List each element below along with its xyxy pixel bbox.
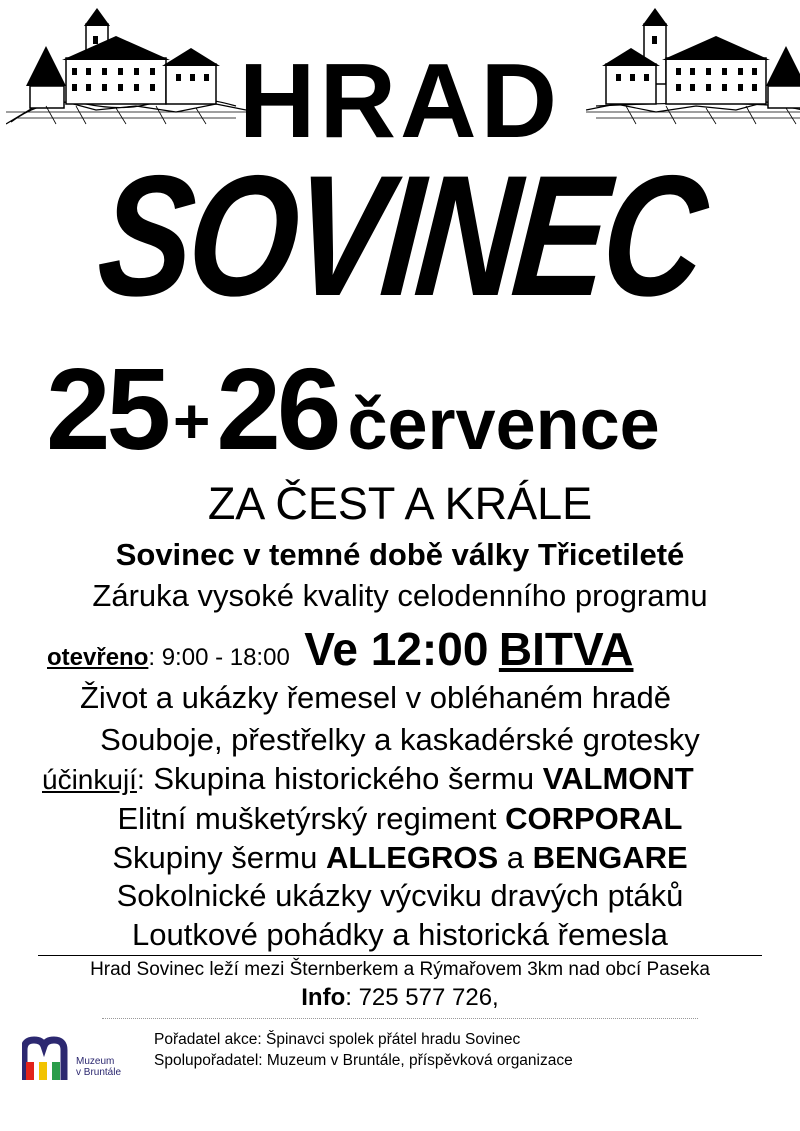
date-month: července [347,385,660,465]
program-line-6: Sokolnické ukázky výcviku dravých ptáků [116,878,684,913]
program-line-1: Život a ukázky řemesel v obléhaném hradě [80,680,672,715]
museum-logo [22,1036,152,1086]
date-day-1: 25 [46,344,168,474]
program-line-7: Loutkové pohádky a historická řemesla [132,917,668,952]
organizer: Pořadatel akce: Špinavci spolek přátel hradu Sovinec [154,1031,521,1048]
line5-text: Skupiny šermu [112,840,326,875]
event-quality: Záruka vysoké kvality celodenního programu [92,578,708,613]
location-text: Hrad Sovinec leží mezi Šternberkem a Rýmařovem 3km nad obcí Paseka [90,959,710,980]
info-label: Info [301,984,346,1011]
line4-text: Elitní mušketýrský regiment [117,801,506,836]
event-motto: ZA ČEST A KRÁLE [207,478,593,529]
schedule-row [47,622,633,676]
battle-time: Ve 12:00 [304,623,489,675]
title-sovinec-wrapper [0,140,800,340]
coorganizer: Spolupořadatel: Muzeum v Bruntále, příspěvková organizace [154,1052,573,1069]
title-sovinec: SOVINEC [91,140,709,332]
battle-label: BITVA [498,623,634,675]
line4-bold: CORPORAL [505,801,683,836]
info-value: : 725 577 726, [345,984,499,1011]
line5-bold-2: BENGARE [532,840,688,875]
museum-logo-line-1: Muzeum [76,1056,115,1067]
info-line [0,984,800,1012]
performers-label: účinkují [42,764,137,795]
open-label: otevřeno [47,644,149,671]
program-line-5 [0,840,800,876]
museum-logo-mark [22,1036,72,1082]
dotted-divider [102,1018,698,1019]
event-subtitle: Sovinec v temné době války Třicetileté [115,537,685,572]
title-hrad: HRAD [238,42,562,160]
footer-divider [38,955,762,956]
date-plus: + [173,385,211,457]
line5-mid: a [498,840,533,875]
program-line-3 [42,761,694,797]
date-day-2: 26 [216,344,338,474]
museum-logo-line-2: v Bruntále [76,1067,122,1078]
open-hours: 9:00 - 18:00 [155,644,290,671]
museum-logo-text [76,1056,121,1078]
program-line-2: Souboje, přestřelky a kaskadérské grotesky [100,722,700,757]
performers-sep: : [136,764,145,795]
program-line-4 [0,801,800,837]
line3-bold: VALMONT [542,761,694,796]
open-sep: : [148,644,156,671]
event-date [46,342,660,476]
line5-bold-1: ALLEGROS [325,840,499,875]
organizers [154,1029,573,1071]
line3-text: Skupina historického šermu [144,761,543,796]
